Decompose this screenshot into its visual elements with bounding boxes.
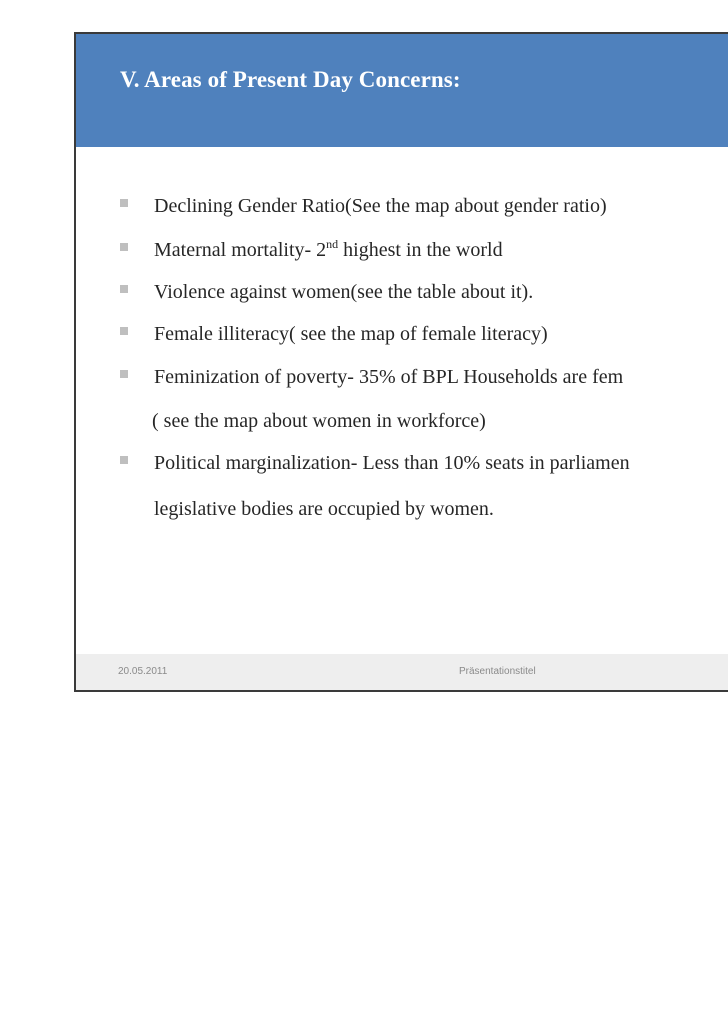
- bullet-item-illiteracy: Female illiteracy( see the map of female literacy): [154, 323, 548, 345]
- bullet-item-violence: Violence against women(see the table about it).: [154, 281, 534, 303]
- bullet-square-icon: [120, 456, 128, 464]
- bullet-square-icon: [120, 327, 128, 335]
- bullet-item-poverty-continuation: ( see the map about women in workforce): [152, 410, 486, 432]
- bullet-square-icon: [120, 370, 128, 378]
- bullet-item-political-continuation: legislative bodies are occupied by women.: [154, 498, 494, 520]
- bullet-square-icon: [120, 285, 128, 293]
- bullet-item-poverty: Feminization of poverty- 35% of BPL Households are fem: [154, 366, 624, 388]
- slide-title: V. Areas of Present Day Concerns:: [120, 67, 461, 92]
- slide-footer: [76, 654, 728, 690]
- bullet-item-maternal-mortality: [154, 237, 503, 261]
- footer-presentation-title: Präsentationstitel: [459, 666, 536, 677]
- bullet-list: [76, 34, 728, 690]
- footer-date: 20.05.2011: [118, 666, 168, 677]
- maternal-mortality-text: Maternal mortality- 2: [154, 239, 327, 261]
- ordinal-superscript: nd: [326, 237, 339, 251]
- slide: [74, 32, 728, 692]
- bullet-item-political: Political marginalization- Less than 10% seats in parliamen: [154, 452, 630, 474]
- bullet-item-gender-ratio: Declining Gender Ratio(See the map about gender ratio): [154, 195, 607, 217]
- maternal-mortality-text-end: highest in the world: [338, 239, 503, 261]
- bullet-square-icon: [120, 199, 128, 207]
- bullet-square-icon: [120, 243, 128, 251]
